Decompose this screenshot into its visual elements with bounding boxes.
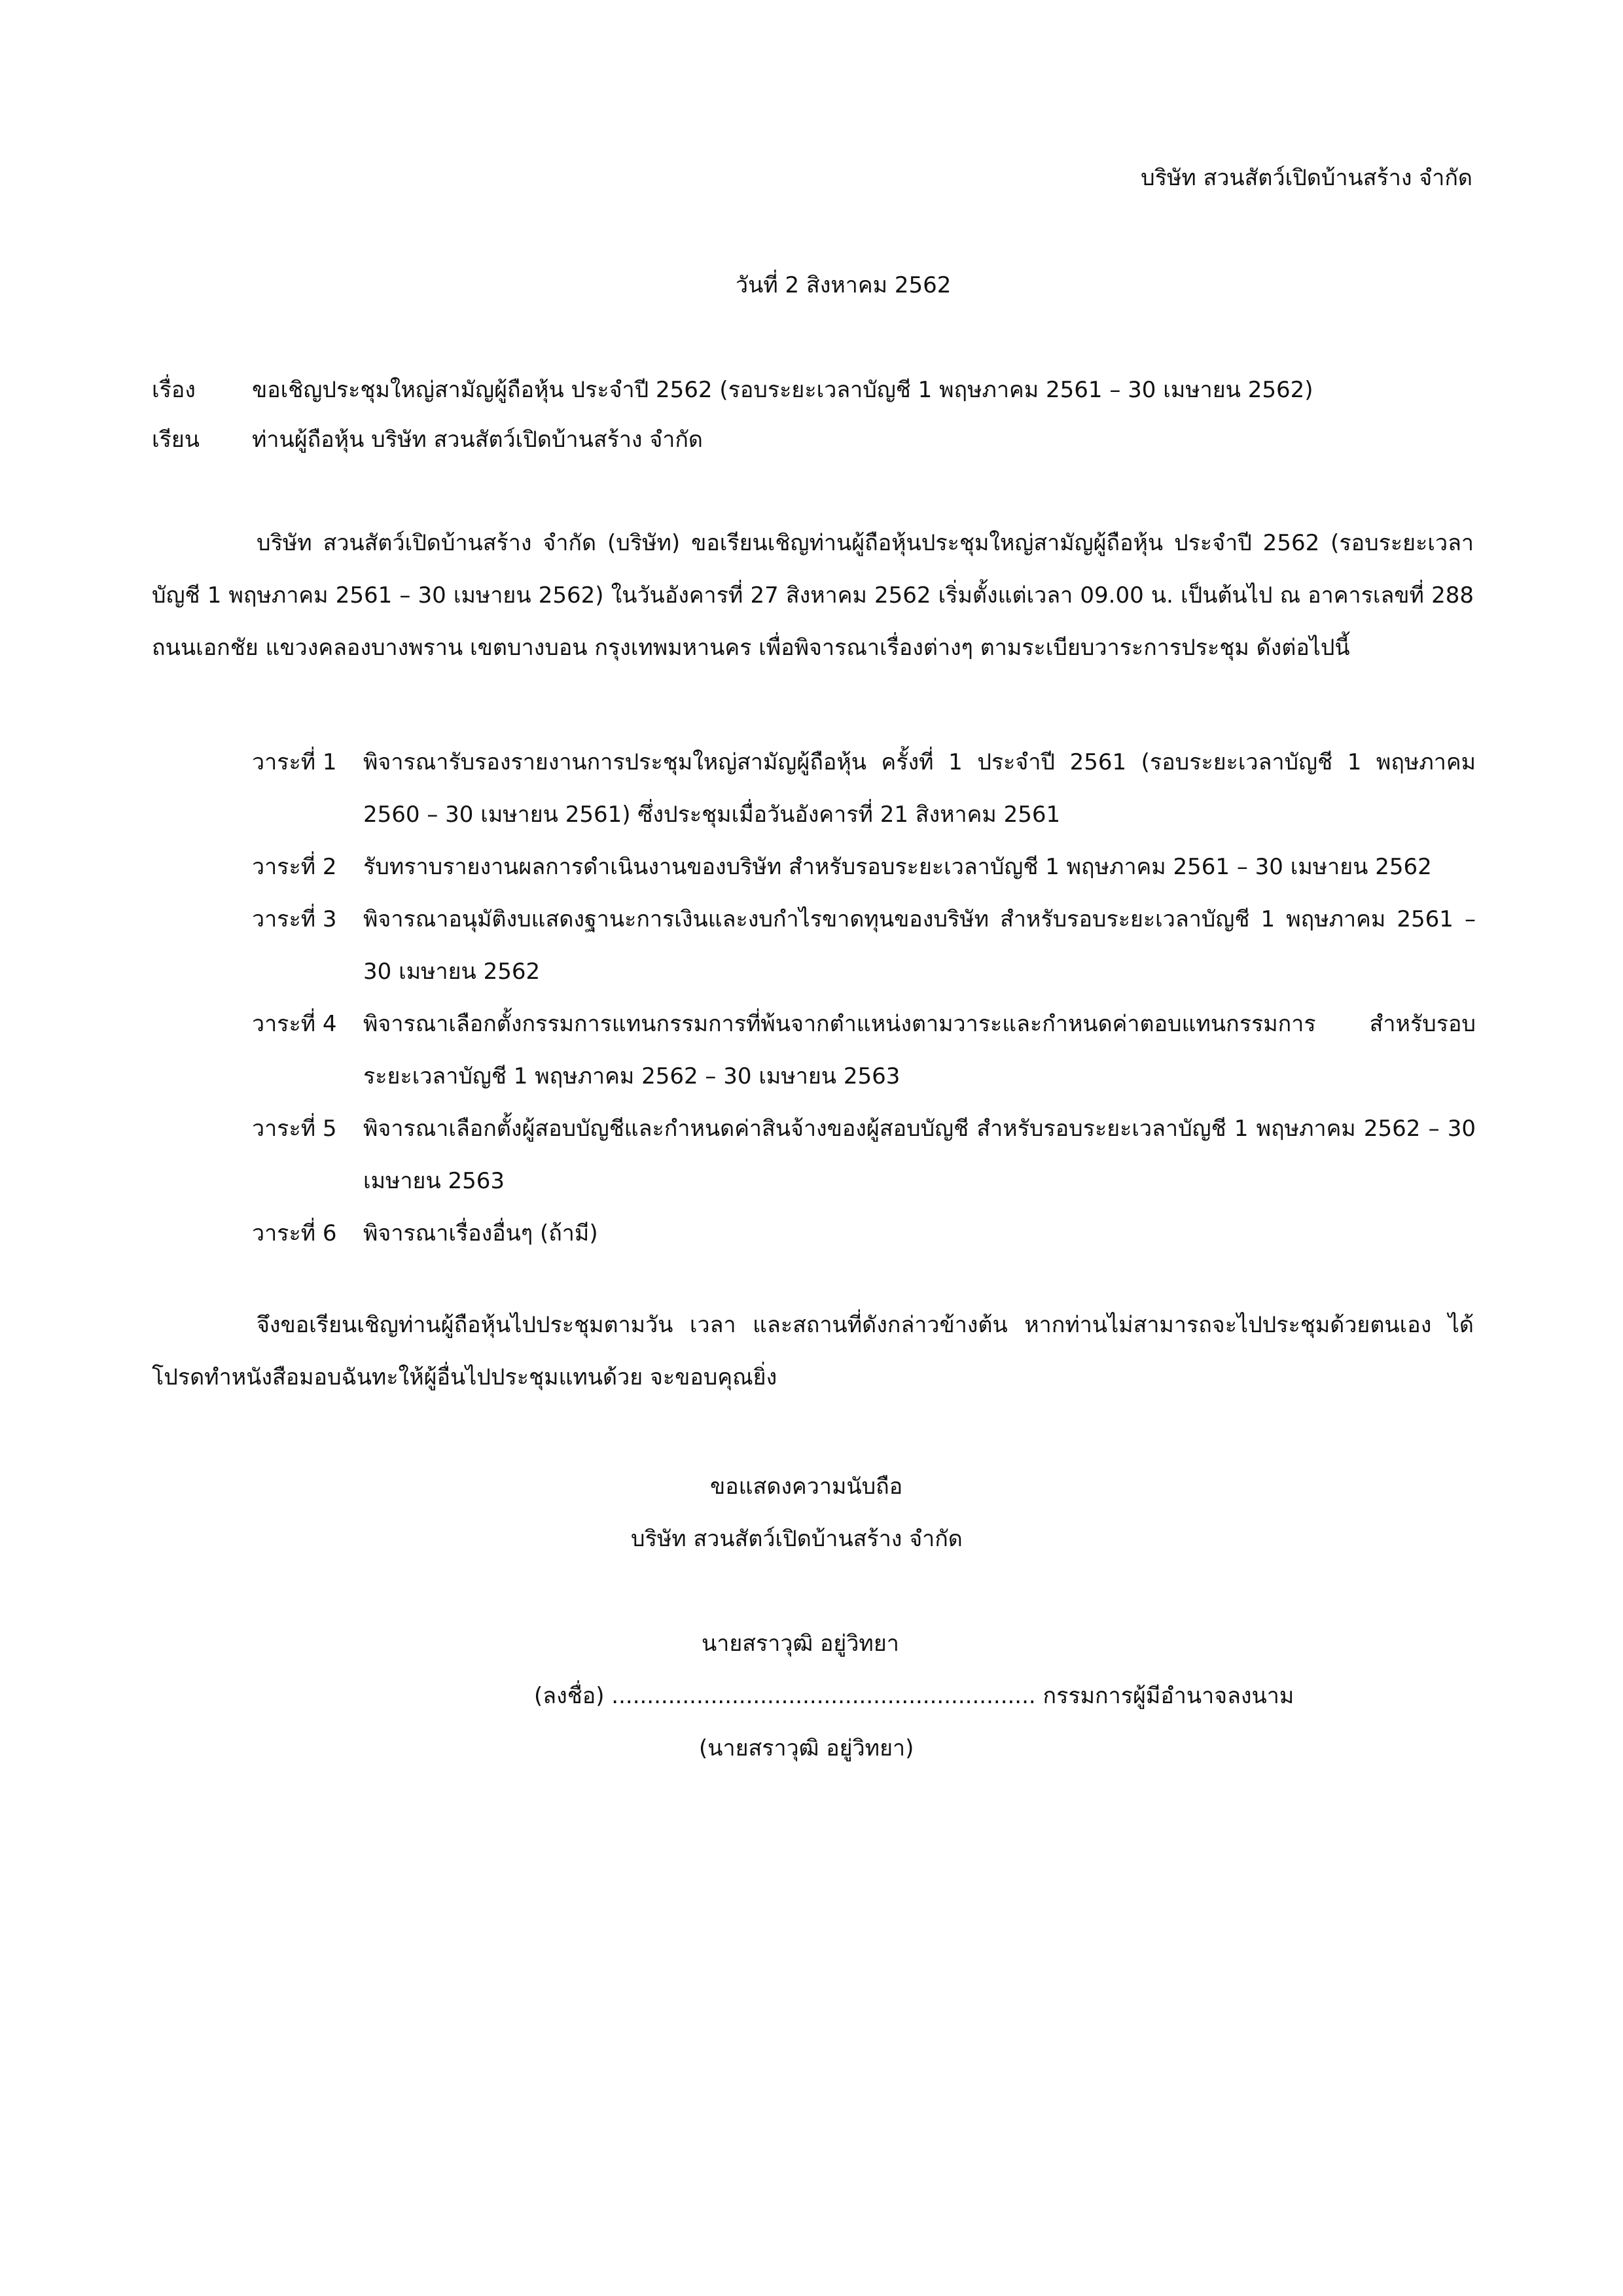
agenda-text: รับทราบรายงานผลการดำเนินงานของบริษัท สำหรับรอบระยะเวลาบัญชี 1 พฤษภาคม 2561 – 30 เมษายน 2562 [363, 854, 1432, 880]
agenda-number: วาระที่ 4 [252, 1011, 337, 1037]
signatory-name-parenthesized: (นายสราวุฒิ อยู่วิทยา) [699, 1735, 914, 1761]
recipient-label: เรียน [152, 427, 200, 453]
agenda-item-4 [252, 998, 1476, 1103]
agenda-item-1 [252, 736, 1476, 841]
agenda-item-6 [252, 1207, 1476, 1260]
agenda-text: พิจารณาเลือกตั้งกรรมการแทนกรรมการที่พ้นจากตำแหน่งตามวาระและกำหนดค่าตอบแทนกรรมการ สำหรับรอบระยะเวลาบัญชี 1 พฤษภาคม 2562 – 30 เมษายน 2563 [363, 1011, 1476, 1089]
agenda-text: พิจารณาเลือกตั้งผู้สอบบัญชีและกำหนดค่าสินจ้างของผู้สอบบัญชี สำหรับรอบระยะเวลาบัญชี 1 พฤษภาคม 2562 – 30 เมษายน 2563 [363, 1116, 1476, 1194]
closing-regards: ขอแสดงความนับถือ [710, 1474, 903, 1500]
agenda-text: พิจารณารับรองรายงานการประชุมใหญ่สามัญผู้ถือหุ้น ครั้งที่ 1 ประจำปี 2561 (รอบระยะเวลาบัญชี 1 พฤษภาคม 2560 – 30 เมษายน 2561) ซึ่งประชุมเมื่อวันอังคารที่ 21 สิงหาคม 2561 [363, 749, 1476, 828]
signature-company: บริษัท สวนสัตว์เปิดบ้านสร้าง จำกัด [631, 1526, 963, 1552]
recipient-text: ท่านผู้ถือหุ้น บริษัท สวนสัตว์เปิดบ้านสร้าง จำกัด [252, 427, 704, 453]
agenda-text: พิจารณาอนุมัติงบแสดงฐานะการเงินและงบกำไรขาดทุนของบริษัท สำหรับรอบระยะเวลาบัญชี 1 พฤษภาคม 2561 – 30 เมษายน 2562 [363, 906, 1476, 985]
agenda-number: วาระที่ 1 [252, 749, 337, 775]
agenda-item-3 [252, 893, 1476, 998]
agenda-number: วาระที่ 5 [252, 1116, 337, 1142]
agenda-number: วาระที่ 6 [252, 1220, 337, 1246]
agenda-item-5 [252, 1103, 1476, 1207]
closing-paragraph: จึงขอเรียนเชิญท่านผู้ถือหุ้นไปประชุมตามวัน เวลา และสถานที่ดังกล่าวข้างต้น หากท่านไม่สามารถจะไปประชุมด้วยตนเอง ได้โปรดทำหนังสือมอบฉันทะให้ผู้อื่นไปประชุมแทนด้วย จะขอบคุณยิ่ง [152, 1312, 1474, 1390]
intro-paragraph: บริษัท สวนสัตว์เปิดบ้านสร้าง จำกัด (บริษัท) ขอเรียนเชิญท่านผู้ถือหุ้นประชุมใหญ่สามัญผู้ถือหุ้น ประจำปี 2562 (รอบระยะเวลาบัญชี 1 พฤษภาคม 2561 – 30 เมษายน 2562) ในวันอังคารที่ 27 สิงหาคม 2562 เริ่มตั้งแต่เวลา 09.00 น. เป็นต้นไป ณ อาคารเลขที่ 288 ถนนเอกชัย แขวงคลองบางพราน เขตบางบอน กรุงเทพมหานคร เพื่อพิจารณาเรื่องต่างๆ ตามระเบียบวาระการประชุม ดังต่อไปนี้ [152, 530, 1474, 661]
signature-line: (ลงชื่อ) ............................................................ กรรมการผู้มีอำนาจลงนาม [534, 1683, 1294, 1709]
agenda-number: วาระที่ 2 [252, 854, 337, 880]
subject-label: เรื่อง [152, 377, 196, 403]
agenda-item-2 [252, 841, 1476, 893]
letter-date: วันที่ 2 สิงหาคม 2562 [736, 272, 952, 298]
signatory-name: นายสราวุฒิ อยู่วิทยา [702, 1631, 899, 1657]
agenda-text: พิจารณาเรื่องอื่นๆ (ถ้ามี) [363, 1220, 598, 1246]
subject-text: ขอเชิญประชุมใหญ่สามัญผู้ถือหุ้น ประจำปี 2562 (รอบระยะเวลาบัญชี 1 พฤษภาคม 2561 – 30 เมษายน 2562) [252, 377, 1313, 403]
company-header: บริษัท สวนสัตว์เปิดบ้านสร้าง จำกัด [1141, 165, 1472, 191]
agenda-number: วาระที่ 3 [252, 906, 337, 932]
agenda-list [252, 736, 1476, 1260]
